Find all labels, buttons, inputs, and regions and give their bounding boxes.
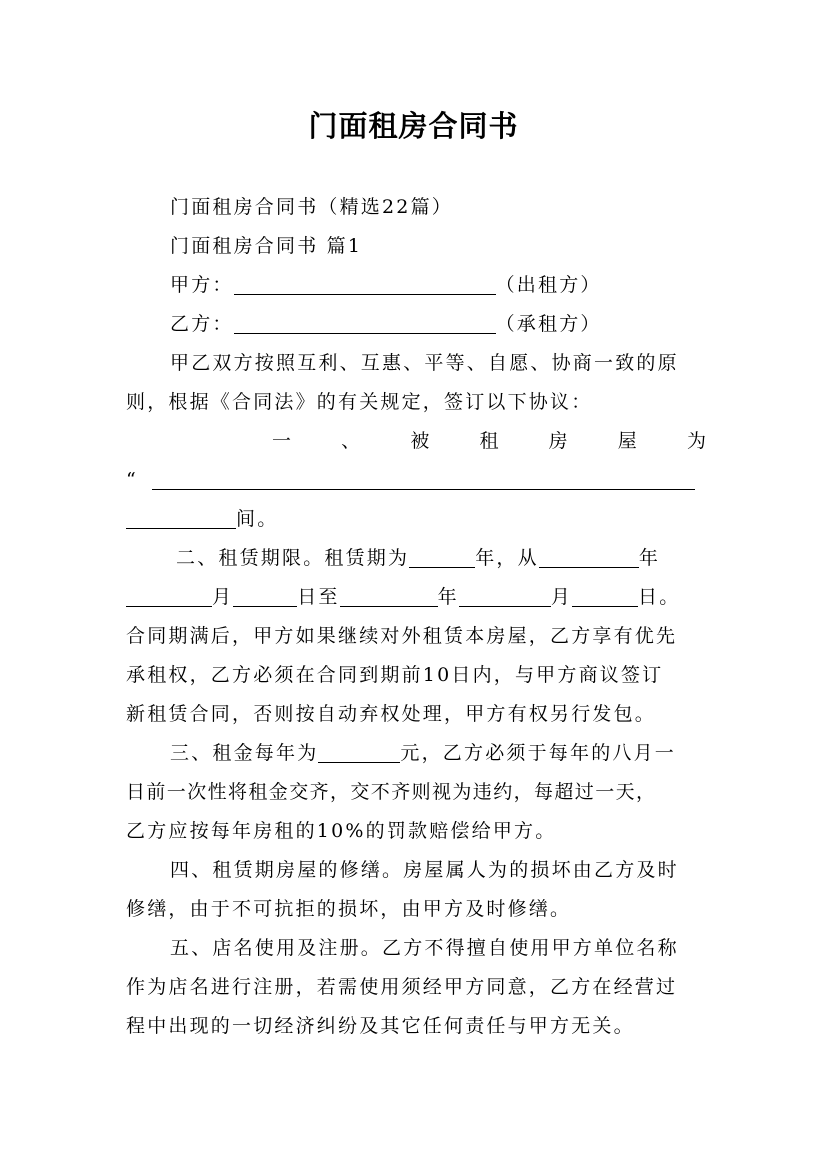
clause-1-line-2 bbox=[126, 461, 706, 500]
party-a-role: （出租方） bbox=[495, 274, 602, 296]
clause-1-char: 、 bbox=[341, 430, 361, 452]
clause-2-text: 二、租赁期限。租赁期为 bbox=[176, 547, 410, 569]
clause-1-blank-premises bbox=[152, 467, 695, 490]
intro-line-2: 则，根据《合同法》的有关规定，签订以下协议： bbox=[126, 391, 593, 413]
clause-4-line-2: 修缮，由于不可抗拒的损坏，由甲方及时修缮。 bbox=[126, 898, 572, 920]
clause-1-char: 房 bbox=[548, 430, 568, 452]
party-a-label: 甲方： bbox=[170, 274, 234, 296]
party-b-line bbox=[126, 305, 706, 344]
party-a-line bbox=[126, 266, 706, 305]
document-subtitle: 门面租房合同书（精选22篇） bbox=[170, 196, 453, 218]
clause-3-line-3: 乙方应按每年房租的10%的罚款赔偿给甲方。 bbox=[126, 820, 557, 842]
start-year-blank bbox=[539, 545, 639, 568]
party-b-label: 乙方： bbox=[170, 313, 234, 335]
clause-2-line-5: 新租赁合同，否则按自动弃权处理，甲方有权另行发包。 bbox=[126, 703, 657, 725]
clause-5-line-3: 程中出现的一切经济纠纷及其它任何责任与甲方无关。 bbox=[126, 1015, 635, 1037]
party-b-role: （承租方） bbox=[495, 313, 602, 335]
end-day-blank bbox=[572, 584, 638, 607]
clause-1-char: 为 bbox=[686, 430, 706, 452]
clause-2-text: 日至 bbox=[297, 586, 340, 608]
party-a-blank bbox=[234, 272, 496, 295]
clause-1-quote: “ bbox=[126, 469, 138, 491]
end-month-blank bbox=[459, 584, 551, 607]
start-day-blank bbox=[233, 584, 297, 607]
clause-1-char: 被 bbox=[410, 430, 430, 452]
annual-rent-blank bbox=[318, 740, 400, 763]
clause-3-text: 三、租金每年为 bbox=[170, 742, 319, 764]
intro-line-1: 甲乙双方按照互利、互惠、平等、自愿、协商一致的原 bbox=[170, 352, 679, 374]
lease-years-blank bbox=[409, 545, 475, 568]
clause-2-line-1 bbox=[126, 539, 706, 578]
clause-2-text: 日。 bbox=[638, 586, 681, 608]
end-year-blank bbox=[340, 584, 438, 607]
clause-5-line-2: 作为店名进行注册，若需使用须经甲方同意，乙方在经营过 bbox=[126, 976, 678, 998]
section-heading: 门面租房合同书 篇1 bbox=[170, 235, 363, 257]
clause-2-line-4: 承租权，乙方必须在合同到期前10日内，与甲方商议签订 bbox=[126, 664, 664, 686]
clause-2-text: 月 bbox=[212, 586, 234, 608]
clause-3-line-2: 日前一次性将租金交齐，交不齐则视为违约，每超过一天， bbox=[126, 781, 657, 803]
clause-5-line-1: 五、店名使用及注册。乙方不得擅自使用甲方单位名称 bbox=[170, 937, 679, 959]
clause-1-end: 间。 bbox=[236, 508, 279, 530]
start-month-blank bbox=[126, 584, 212, 607]
clause-1-line-1 bbox=[126, 422, 706, 461]
clause-2-text: 年，从 bbox=[475, 547, 539, 569]
clause-2-text: 年 bbox=[638, 547, 661, 569]
document-body bbox=[126, 188, 706, 1046]
document-title: 门面租房合同书 bbox=[308, 109, 519, 143]
clause-2-text: 年 bbox=[437, 586, 459, 608]
clause-1-line-3 bbox=[126, 500, 706, 539]
clause-1-char: 一 bbox=[272, 430, 292, 452]
party-b-blank bbox=[234, 311, 496, 334]
clause-1-char: 租 bbox=[479, 430, 499, 452]
clause-2-line-2 bbox=[126, 578, 706, 617]
clause-4-line-1: 四、租赁期房屋的修缮。房屋属人为的损坏由乙方及时 bbox=[170, 859, 679, 881]
clause-2-line-3: 合同期满后，甲方如果继续对外租赁本房屋，乙方享有优先 bbox=[126, 625, 678, 647]
clause-1-char: 屋 bbox=[617, 430, 637, 452]
clause-3-line-1 bbox=[126, 734, 706, 773]
clause-3-text: 元，乙方必须于每年的八月一 bbox=[400, 742, 677, 764]
clause-2-text: 月 bbox=[550, 586, 573, 608]
clause-1-blank-rooms bbox=[126, 506, 236, 529]
